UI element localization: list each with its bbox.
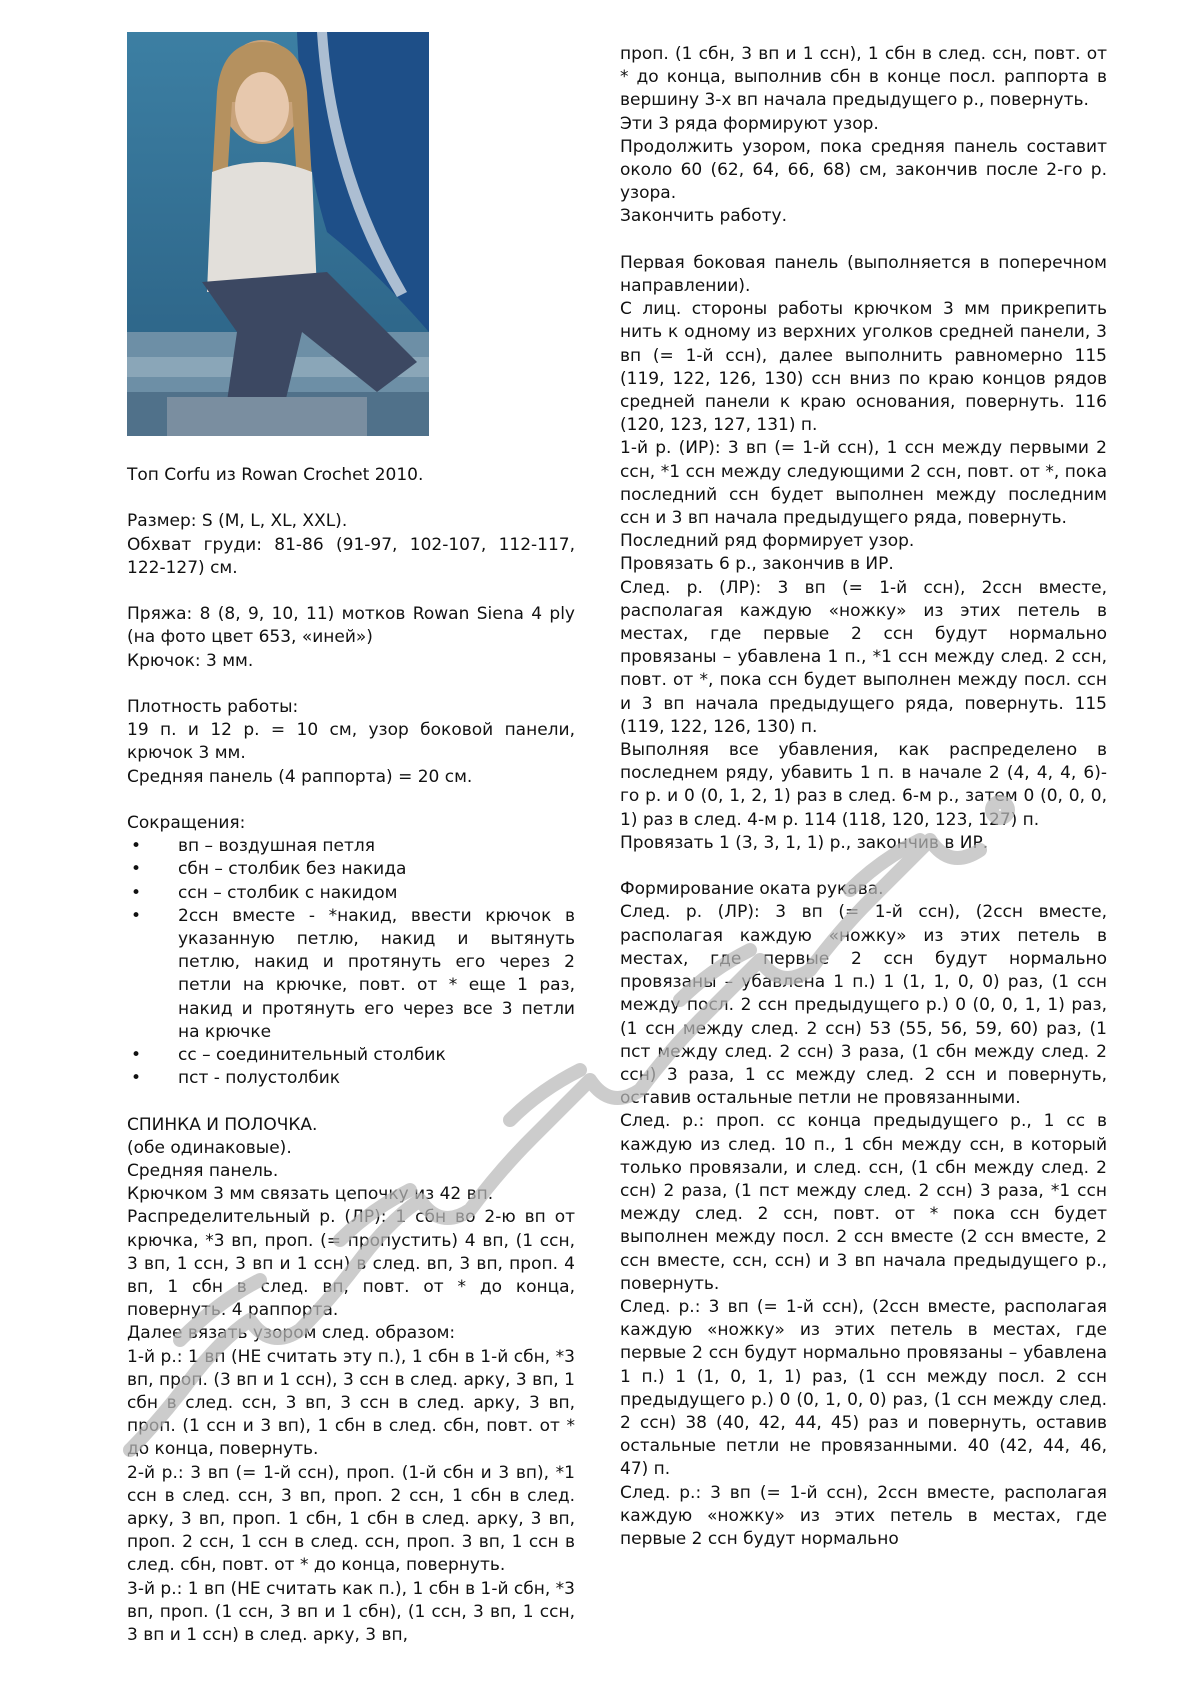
right-column (620, 43, 1107, 1551)
bullet: • (131, 1045, 142, 1066)
list-item (127, 835, 575, 858)
instruction-paragraph: Выполняя все убавления, как распределено в последнем ряду, убавить 1 п. в начале 2 (4, 4, 4, 6)-го р. и 0 (0, 1, 2, 1) раз в след. 6-м р., затем 0 (0, 0, 0, 1) раз в след. 4-м р. 114 (118, 120, 123, 127) п. (620, 740, 1107, 830)
instruction-paragraph: Эти 3 ряда формируют узор. (620, 113, 879, 134)
instruction-paragraph: След. р. (ЛР): 3 вп (= 1-й ссн), (2ссн вместе, располагая каждую «ножку» из этих петель в местах, где первые 2 ссн будут нормально провязаны – убавлена 1 п.) 1 (1, 1, 0, 0) раз, (1 ссн между посл. 2 ссн предыдущего р.) 0 (0, 0, 1, 1) раз, (1 ссн между след. 2 ссн) 53 (55, 56, 59, 60) раз, (1 пст между след. 2 ссн) 3 раза, (1 сбн между след. 2 ссн) 3 раза, 1 сс между след. 2 ссн и повернуть, оставив остальные петли не провязанными. (620, 902, 1107, 1109)
list-item (127, 882, 575, 905)
instruction-paragraph: След. р.: 3 вп (= 1-й ссн), (2ссн вместе, располагая каждую «ножку» из этих петель в местах, где первые 2 ссн будут нормально провязаны – убавлена 1 п.) 1 (1, 0, 1, 1) раз, (1 ссн между посл. 2 ссн предыдущего р.) 0 (0, 1, 0, 0) раз, (1 ссн между след. 2 ссн) 38 (40, 42, 44, 45) раз и повернуть, оставив остальные петли не провязанными. 40 (42, 44, 46, 47) п. (620, 1296, 1107, 1480)
instruction-paragraph: Провязать 1 (3, 3, 1, 1) р., закончив в ИР. (620, 832, 989, 853)
list-item-text: 2ссн вместе - *накид, ввести крючок в указанную петлю, накид и вытянуть петлю, накид и протянуть его через 2 петли на крючке, повт. от * еще 1 раз, накид и протянуть его через все 3 петли на крючке (178, 905, 575, 1042)
chest-line: Обхват груди: 81-86 (91-97, 102-107, 112-117, 122-127) см. (127, 534, 575, 578)
bullet: • (131, 859, 142, 880)
list-item (127, 1044, 575, 1067)
bullet: • (131, 882, 142, 903)
instruction-paragraph: 1-й р. (ИР): 3 вп (= 1-й ссн), 1 ссн между первыми 2 ссн, *1 ссн между следующими 2 ссн, повт. от *, пока последний ссн будет выполнен между последним ссн и 3 вп начала предыдущего ряда, повернуть. (620, 438, 1107, 529)
instruction-paragraph: 2-й р.: 3 вп (= 1-й ссн), проп. (1-й сбн и 3 вп), *1 ссн в след. ссн, 3 вп, проп. 2 ссн, 1 сбн в след. арку, 3 вп, проп. 1 сбн, 1 сбн в след. арку, 3 вп, проп. 2 ссн, 1 ссн в след. ссн, проп. 3 вп, 1 ссн в след. сбн, повт. от * до конца, повернуть. (127, 1462, 575, 1576)
model-photo-icon (127, 32, 429, 436)
list-item-text: ссн – столбик с накидом (178, 882, 398, 903)
hook-line: Крючок: 3 мм. (127, 650, 254, 671)
left-column (127, 464, 575, 1647)
list-item-text: сс – соединительный столбик (178, 1045, 446, 1066)
instruction-paragraph: Закончить работу. (620, 206, 787, 227)
section-subtitle: (обе одинаковые). (127, 1137, 292, 1158)
instruction-paragraph: 1-й р.: 1 вп (НЕ считать эту п.), 1 сбн в 1-й сбн, *3 вп, проп. (3 вп и 1 ссн), 3 ссн в след. арку, 3 вп, 1 сбн в след. ссн, 3 вп, 3 ссн в след. арку, 3 вп, проп. (1 ссн и 3 вп), 1 сбн в след. сбн, повт. от * до конца, повернуть. (127, 1346, 575, 1460)
instruction-paragraph: Распределительный р. (ЛР): 1 сбн во 2-ю вп от крючка, *3 вп, проп. (= пропустить) 4 вп, (1 ссн, 3 вп, 1 ссн, 3 вп и 1 ссн) в след. вп, 3 вп, проп. 4 вп, 1 сбн в след. вп, повт. от * до конца, повернуть. 4 раппорта. (127, 1207, 575, 1321)
list-item (127, 1067, 575, 1090)
yarn-line: Пряжа: 8 (8, 9, 10, 11) мотков Rowan Siena 4 ply (на фото цвет 653, «иней») (127, 604, 575, 648)
instruction-paragraph: След. р.: проп. сс конца предыдущего р., 1 сс в каждую из след. 10 п., 1 сбн между ссн, в который только провязали, и след. ссн, (1 сбн между след. 2 ссн) 2 раза, (1 пст между след. 2 ссн) 3 раза, *1 ссн между след. 2 ссн, повт. от * пока ссн будет выполнен между посл. 2 ссн вместе (2 ссн вместе, 2 ссн вместе, ссн, ссн) и 3 вп начала предыдущего р., повернуть. (620, 1111, 1107, 1294)
model-photo (127, 32, 429, 436)
section-title: СПИНКА И ПОЛОЧКА. (127, 1114, 318, 1135)
bullet: • (131, 905, 142, 926)
bullet: • (131, 836, 142, 857)
instruction-paragraph: проп. (1 сбн, 3 вп и 1 ссн), 1 сбн в след. ссн, повт. от * до конца, выполнив сбн в конце посл. раппорта в вершину 3-х вп начала предыдущего р., повернуть. (620, 44, 1107, 111)
instruction-paragraph: С лиц. стороны работы крючком 3 мм прикрепить нить к одному из верхних уголков средней панели, 3 вп (= 1-й ссн), далее выполнить равномерно 115 (119, 122, 126, 130) ссн вниз по краю концов рядов средней панели к краю основания, повернуть. 116 (120, 123, 127, 131) п. (620, 299, 1107, 436)
subsection-title: Первая боковая панель (выполняется в поперечном направлении). (620, 252, 1107, 297)
instruction-paragraph: Продолжить узором, пока средняя панель составит около 60 (62, 64, 66, 68) см, закончив после 2-го р. узора. (620, 136, 1107, 204)
subsection-title: Формирование оката рукава. (620, 879, 884, 900)
bullet: • (131, 1068, 142, 1089)
density-line: 19 п. и 12 р. = 10 см, узор боковой панели, крючок 3 мм. (127, 720, 575, 764)
instruction-paragraph: Далее вязать узором след. образом: (127, 1323, 456, 1344)
instruction-paragraph: Последний ряд формирует узор. (620, 531, 915, 552)
list-item-text: пст - полустолбик (178, 1068, 341, 1089)
list-item (127, 905, 575, 1044)
subsection-title: Средняя панель. (127, 1161, 279, 1182)
list-item-text: сбн – столбик без накида (178, 859, 407, 880)
list-item (127, 858, 575, 881)
instruction-paragraph: След. р. (ЛР): 3 вп (= 1-й ссн), 2ссн вместе, располагая каждую «ножку» из этих петель в местах, где первые 2 ссн будут нормально провязаны – убавлена 1 п., *1 ссн между след. 2 ссн, повт. от *, пока ссн будет выполнен между посл. ссн и 3 вп начала предыдущего ряда, повернуть. 115 (119, 122, 126, 130) п. (620, 577, 1107, 737)
document-title: Топ Corfu из Rowan Crochet 2010. (127, 465, 424, 485)
density-title: Плотность работы: (127, 696, 299, 717)
abbreviations-title: Сокращения: (127, 812, 246, 833)
instruction-paragraph: Провязать 6 р., закончив в ИР. (620, 554, 894, 575)
instruction-paragraph: 3-й р.: 1 вп (НЕ считать как п.), 1 сбн в 1-й сбн, *3 вп, проп. (1 ссн, 3 вп и 1 сбн), (1 ссн, 3 вп, 1 ссн, 3 вп и 1 ссн) в след. арку, 3 вп, (127, 1578, 575, 1646)
instruction-paragraph: След. р.: 3 вп (= 1-й ссн), 2ссн вместе, располагая каждую «ножку» из этих петель в местах, где первые 2 ссн будут нормально (620, 1482, 1107, 1549)
density-line: Средняя панель (4 раппорта) = 20 см. (127, 766, 473, 787)
list-item-text: вп – воздушная петля (178, 836, 376, 857)
instruction-paragraph: Крючком 3 мм связать цепочку из 42 вп. (127, 1184, 494, 1205)
size-line: Размер: S (M, L, XL, XXL). (127, 511, 348, 532)
